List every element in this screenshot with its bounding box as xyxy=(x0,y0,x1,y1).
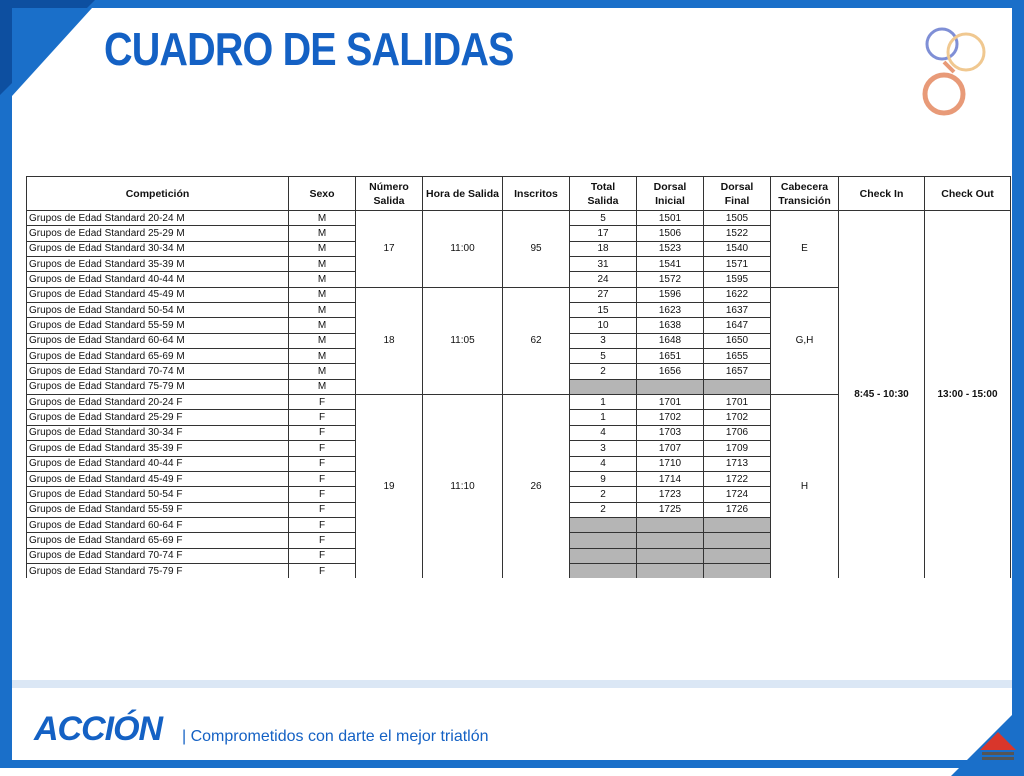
cell-competicion: Grupos de Edad Standard 40-44 M xyxy=(27,272,289,287)
cell-dorsal-final: 1505 xyxy=(704,211,771,226)
cell-dorsal-final xyxy=(704,517,771,532)
cell-dorsal-final xyxy=(704,533,771,548)
cell-competicion: Grupos de Edad Standard 70-74 M xyxy=(27,364,289,379)
cell-sexo: M xyxy=(289,272,356,287)
table-header-row xyxy=(27,177,1011,211)
cell-sexo: F xyxy=(289,471,356,486)
cell-total-salida: 1 xyxy=(570,410,637,425)
cell-competicion: Grupos de Edad Standard 60-64 F xyxy=(27,517,289,532)
cell-sexo: M xyxy=(289,333,356,348)
cell-total-salida: 4 xyxy=(570,456,637,471)
header-cabecera: Cabecera Transición xyxy=(771,177,839,211)
cell-total-salida: 18 xyxy=(570,241,637,256)
cell-sexo: F xyxy=(289,425,356,440)
cell-cabecera: E xyxy=(771,211,839,288)
cell-sexo: M xyxy=(289,211,356,226)
cell-cabecera: H xyxy=(771,395,839,579)
cell-total-salida: 2 xyxy=(570,487,637,502)
cell-wave-hora: 11:05 xyxy=(423,287,503,394)
cell-dorsal-final xyxy=(704,548,771,563)
cell-dorsal-final: 1709 xyxy=(704,441,771,456)
cell-competicion: Grupos de Edad Standard 75-79 F xyxy=(27,563,289,578)
cell-sexo: M xyxy=(289,349,356,364)
header-dorsal-final: Dorsal Final xyxy=(704,177,771,211)
cell-dorsal-final: 1637 xyxy=(704,303,771,318)
cell-total-salida: 15 xyxy=(570,303,637,318)
cell-dorsal-final: 1540 xyxy=(704,241,771,256)
cell-sexo: F xyxy=(289,548,356,563)
cell-sexo: M xyxy=(289,257,356,272)
cell-competicion: Grupos de Edad Standard 45-49 M xyxy=(27,287,289,302)
cell-sexo: M xyxy=(289,226,356,241)
cell-total-salida: 3 xyxy=(570,333,637,348)
cell-sexo: F xyxy=(289,563,356,578)
cell-competicion: Grupos de Edad Standard 60-64 M xyxy=(27,333,289,348)
footer-tagline: | Comprometidos con darte el mejor triatlón xyxy=(182,728,489,745)
cell-competicion: Grupos de Edad Standard 65-69 F xyxy=(27,533,289,548)
cell-wave-numero: 19 xyxy=(356,395,423,579)
cell-total-salida xyxy=(570,517,637,532)
cell-dorsal-final: 1706 xyxy=(704,425,771,440)
table-row xyxy=(27,211,1011,226)
cell-sexo: F xyxy=(289,517,356,532)
header-numero-salida: Número Salida xyxy=(356,177,423,211)
cell-total-salida: 27 xyxy=(570,287,637,302)
cell-dorsal-inicial: 1714 xyxy=(637,471,704,486)
cell-dorsal-final xyxy=(704,563,771,578)
cell-competicion: Grupos de Edad Standard 35-39 M xyxy=(27,257,289,272)
cell-dorsal-final: 1647 xyxy=(704,318,771,333)
cell-dorsal-final: 1571 xyxy=(704,257,771,272)
header-dorsal-inicial: Dorsal Inicial xyxy=(637,177,704,211)
cell-competicion: Grupos de Edad Standard 65-69 M xyxy=(27,349,289,364)
slide-panel xyxy=(12,8,1012,760)
cell-total-salida: 3 xyxy=(570,441,637,456)
cell-competicion: Grupos de Edad Standard 55-59 M xyxy=(27,318,289,333)
cell-total-salida: 4 xyxy=(570,425,637,440)
cell-dorsal-inicial: 1541 xyxy=(637,257,704,272)
header-sexo: Sexo xyxy=(289,177,356,211)
cell-dorsal-inicial: 1651 xyxy=(637,349,704,364)
cell-dorsal-final xyxy=(704,379,771,394)
cell-competicion: Grupos de Edad Standard 20-24 M xyxy=(27,211,289,226)
cell-dorsal-inicial: 1523 xyxy=(637,241,704,256)
cell-dorsal-inicial: 1723 xyxy=(637,487,704,502)
cell-dorsal-inicial: 1710 xyxy=(637,456,704,471)
cell-competicion: Grupos de Edad Standard 30-34 F xyxy=(27,425,289,440)
cell-total-salida xyxy=(570,563,637,578)
cell-wave-hora: 11:10 xyxy=(423,395,503,579)
cell-total-salida: 10 xyxy=(570,318,637,333)
olympic-rings-logo-icon xyxy=(914,16,994,126)
cell-dorsal-final: 1726 xyxy=(704,502,771,517)
cell-cabecera: G,H xyxy=(771,287,839,394)
title-notch xyxy=(12,8,92,96)
cell-competicion: Grupos de Edad Standard 55-59 F xyxy=(27,502,289,517)
cell-total-salida: 1 xyxy=(570,395,637,410)
cell-wave-inscritos: 62 xyxy=(503,287,570,394)
cell-dorsal-inicial: 1707 xyxy=(637,441,704,456)
cell-dorsal-inicial: 1596 xyxy=(637,287,704,302)
cell-sexo: F xyxy=(289,533,356,548)
cell-dorsal-final: 1657 xyxy=(704,364,771,379)
page-title: CUADRO DE SALIDAS xyxy=(104,23,514,75)
cell-dorsal-final: 1701 xyxy=(704,395,771,410)
cell-sexo: M xyxy=(289,303,356,318)
cell-competicion: Grupos de Edad Standard 75-79 M xyxy=(27,379,289,394)
cell-competicion: Grupos de Edad Standard 50-54 M xyxy=(27,303,289,318)
cell-dorsal-inicial: 1623 xyxy=(637,303,704,318)
cell-dorsal-inicial: 1648 xyxy=(637,333,704,348)
cell-competicion: Grupos de Edad Standard 20-24 F xyxy=(27,395,289,410)
accion-logo: ACCIÓN xyxy=(34,710,163,748)
triathlon-mini-logo-icon xyxy=(978,730,1018,764)
cell-total-salida: 5 xyxy=(570,349,637,364)
cell-total-salida: 17 xyxy=(570,226,637,241)
cell-total-salida xyxy=(570,548,637,563)
cell-dorsal-inicial xyxy=(637,563,704,578)
cell-total-salida: 31 xyxy=(570,257,637,272)
cell-sexo: M xyxy=(289,318,356,333)
cell-dorsal-inicial: 1572 xyxy=(637,272,704,287)
cell-sexo: M xyxy=(289,364,356,379)
cell-total-salida: 9 xyxy=(570,471,637,486)
cell-dorsal-final: 1650 xyxy=(704,333,771,348)
cell-sexo: F xyxy=(289,502,356,517)
cell-competicion: Grupos de Edad Standard 45-49 F xyxy=(27,471,289,486)
cell-competicion: Grupos de Edad Standard 30-34 M xyxy=(27,241,289,256)
header-competicion: Competición xyxy=(27,177,289,211)
cell-dorsal-final: 1724 xyxy=(704,487,771,502)
cell-total-salida: 2 xyxy=(570,364,637,379)
cell-sexo: M xyxy=(289,287,356,302)
cell-sexo: F xyxy=(289,395,356,410)
cell-total-salida: 24 xyxy=(570,272,637,287)
footer-divider xyxy=(12,680,1012,688)
table-crop-mask xyxy=(12,578,1012,688)
cell-dorsal-final: 1713 xyxy=(704,456,771,471)
cell-dorsal-final: 1702 xyxy=(704,410,771,425)
cell-total-salida xyxy=(570,533,637,548)
cell-competicion: Grupos de Edad Standard 25-29 M xyxy=(27,226,289,241)
cell-wave-inscritos: 26 xyxy=(503,395,570,579)
cell-competicion: Grupos de Edad Standard 40-44 F xyxy=(27,456,289,471)
header-total-salida: Total Salida xyxy=(570,177,637,211)
cell-dorsal-final: 1722 xyxy=(704,471,771,486)
cell-sexo: M xyxy=(289,241,356,256)
cell-sexo: M xyxy=(289,379,356,394)
cell-dorsal-inicial xyxy=(637,548,704,563)
cell-dorsal-inicial: 1506 xyxy=(637,226,704,241)
cell-competicion: Grupos de Edad Standard 35-39 F xyxy=(27,441,289,456)
cell-dorsal-inicial: 1501 xyxy=(637,211,704,226)
cell-wave-hora: 11:00 xyxy=(423,211,503,288)
cell-total-salida xyxy=(570,379,637,394)
cell-total-salida: 5 xyxy=(570,211,637,226)
cell-sexo: F xyxy=(289,410,356,425)
cell-dorsal-final: 1595 xyxy=(704,272,771,287)
cell-dorsal-inicial: 1703 xyxy=(637,425,704,440)
header-inscritos: Inscritos xyxy=(503,177,570,211)
cell-dorsal-final: 1655 xyxy=(704,349,771,364)
cell-dorsal-inicial: 1702 xyxy=(637,410,704,425)
header-check-in: Check In xyxy=(839,177,925,211)
cell-competicion: Grupos de Edad Standard 25-29 F xyxy=(27,410,289,425)
cell-check-in: 8:45 - 10:30 xyxy=(839,211,925,579)
cell-sexo: F xyxy=(289,441,356,456)
cell-wave-numero: 17 xyxy=(356,211,423,288)
start-schedule-table xyxy=(26,176,1011,579)
cell-competicion: Grupos de Edad Standard 70-74 F xyxy=(27,548,289,563)
cell-dorsal-inicial xyxy=(637,517,704,532)
cell-sexo: F xyxy=(289,487,356,502)
cell-sexo: F xyxy=(289,456,356,471)
cell-dorsal-inicial: 1725 xyxy=(637,502,704,517)
cell-dorsal-inicial: 1656 xyxy=(637,364,704,379)
cell-dorsal-inicial xyxy=(637,533,704,548)
cell-wave-inscritos: 95 xyxy=(503,211,570,288)
cell-dorsal-final: 1522 xyxy=(704,226,771,241)
cell-wave-numero: 18 xyxy=(356,287,423,394)
header-hora-salida: Hora de Salida xyxy=(423,177,503,211)
cell-dorsal-inicial: 1701 xyxy=(637,395,704,410)
cell-check-out: 13:00 - 15:00 xyxy=(925,211,1011,579)
cell-competicion: Grupos de Edad Standard 50-54 F xyxy=(27,487,289,502)
header-check-out: Check Out xyxy=(925,177,1011,211)
cell-dorsal-final: 1622 xyxy=(704,287,771,302)
cell-total-salida: 2 xyxy=(570,502,637,517)
cell-dorsal-inicial xyxy=(637,379,704,394)
cell-dorsal-inicial: 1638 xyxy=(637,318,704,333)
